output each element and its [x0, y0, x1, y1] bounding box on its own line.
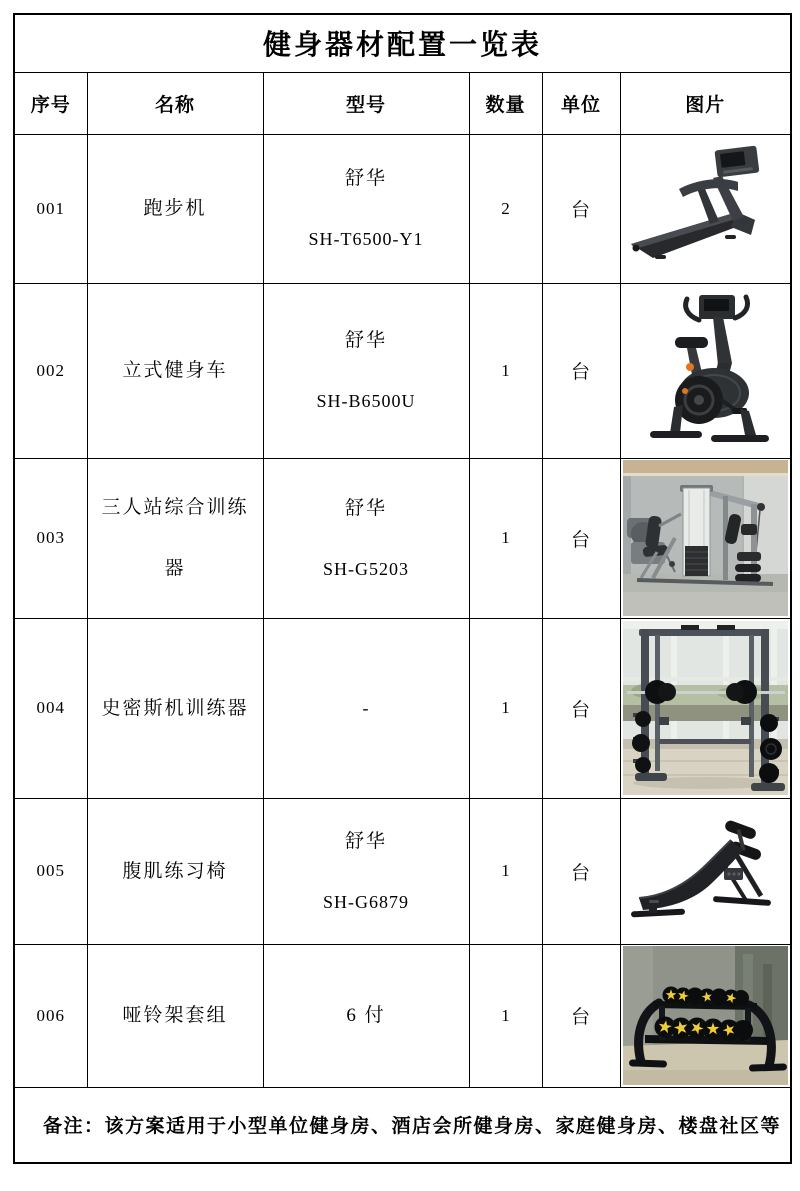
equipment-table — [13, 13, 792, 1164]
model-code: SH-T6500-Y1 — [308, 229, 424, 249]
name-cell — [87, 944, 263, 1087]
note-row — [14, 1087, 791, 1163]
model-code: SH-G6879 — [322, 891, 409, 912]
name-cell — [87, 283, 263, 458]
serial-cell: 005 — [14, 798, 87, 944]
table-row — [14, 944, 791, 1087]
smith-machine-photo — [623, 621, 788, 795]
name-text: 跑步机 — [143, 198, 207, 219]
unit-cell: 台 — [542, 618, 620, 798]
name-text: 三人站综合训练 — [101, 497, 249, 518]
name-cell — [87, 458, 263, 618]
column-header-model: 型号 — [263, 72, 469, 134]
column-header-qty: 数量 — [469, 72, 542, 134]
table-row — [14, 798, 791, 944]
model-cell — [263, 618, 469, 798]
quantity-cell: 1 — [469, 944, 542, 1087]
model-cell — [263, 134, 469, 283]
model-cell — [263, 458, 469, 618]
serial-cell: 004 — [14, 618, 87, 798]
column-header-image: 图片 — [620, 72, 791, 134]
table-row — [14, 283, 791, 458]
model-brand: 舒华 — [344, 168, 387, 189]
serial-cell: 003 — [14, 458, 87, 618]
note-text: 备注：该方案适用于小型单位健身房、酒店会所健身房、家庭健身房、楼盘社区等 — [14, 1087, 791, 1163]
model-cell — [263, 944, 469, 1087]
name-text: 哑铃架套组 — [122, 1005, 228, 1026]
name-cell — [87, 618, 263, 798]
title-row — [14, 14, 791, 72]
serial-cell: 006 — [14, 944, 87, 1087]
model-brand: 舒华 — [344, 830, 387, 852]
image-cell — [620, 458, 791, 618]
unit-cell: 台 — [542, 944, 620, 1087]
unit-cell: 台 — [542, 283, 620, 458]
unit-cell: 台 — [542, 798, 620, 944]
model-code: SH-G5203 — [322, 558, 409, 579]
image-cell — [620, 944, 791, 1087]
image-cell — [620, 283, 791, 458]
header-row — [14, 72, 791, 134]
column-header-unit: 单位 — [542, 72, 620, 134]
multi-station-gym-photo — [623, 460, 788, 616]
quantity-cell: 1 — [469, 798, 542, 944]
quantity-cell: 2 — [469, 134, 542, 283]
serial-cell: 001 — [14, 134, 87, 283]
model-code: 6 付 — [346, 1005, 386, 1026]
quantity-cell: 1 — [469, 283, 542, 458]
table-title: 健身器材配置一览表 — [14, 14, 791, 72]
name-text: 腹肌练习椅 — [122, 860, 228, 882]
image-cell — [620, 798, 791, 944]
column-header-no: 序号 — [14, 72, 87, 134]
quantity-cell: 1 — [469, 618, 542, 798]
image-cell — [620, 134, 791, 283]
name-text: 立式健身车 — [122, 360, 228, 381]
image-cell — [620, 618, 791, 798]
column-header-name: 名称 — [87, 72, 263, 134]
quantity-cell: 1 — [469, 458, 542, 618]
name-text: 史密斯机训练器 — [101, 697, 249, 719]
model-cell — [263, 283, 469, 458]
table-row — [14, 458, 791, 618]
model-brand: 舒华 — [344, 330, 387, 351]
unit-cell: 台 — [542, 458, 620, 618]
table-row — [14, 618, 791, 798]
unit-cell: 台 — [542, 134, 620, 283]
model-cell — [263, 798, 469, 944]
table-row — [14, 134, 791, 283]
name-cell — [87, 798, 263, 944]
abdominal-bench-photo — [625, 802, 785, 940]
serial-cell: 002 — [14, 283, 87, 458]
model-code: - — [362, 698, 370, 718]
name-cell — [87, 134, 263, 283]
model-brand: 舒华 — [344, 497, 387, 519]
treadmill-photo — [625, 136, 785, 281]
model-code: SH-B6500U — [316, 391, 416, 411]
dumbbell-rack-photo — [623, 946, 788, 1085]
upright-exercise-bike-photo — [625, 287, 785, 455]
name-text: 器 — [164, 558, 186, 579]
